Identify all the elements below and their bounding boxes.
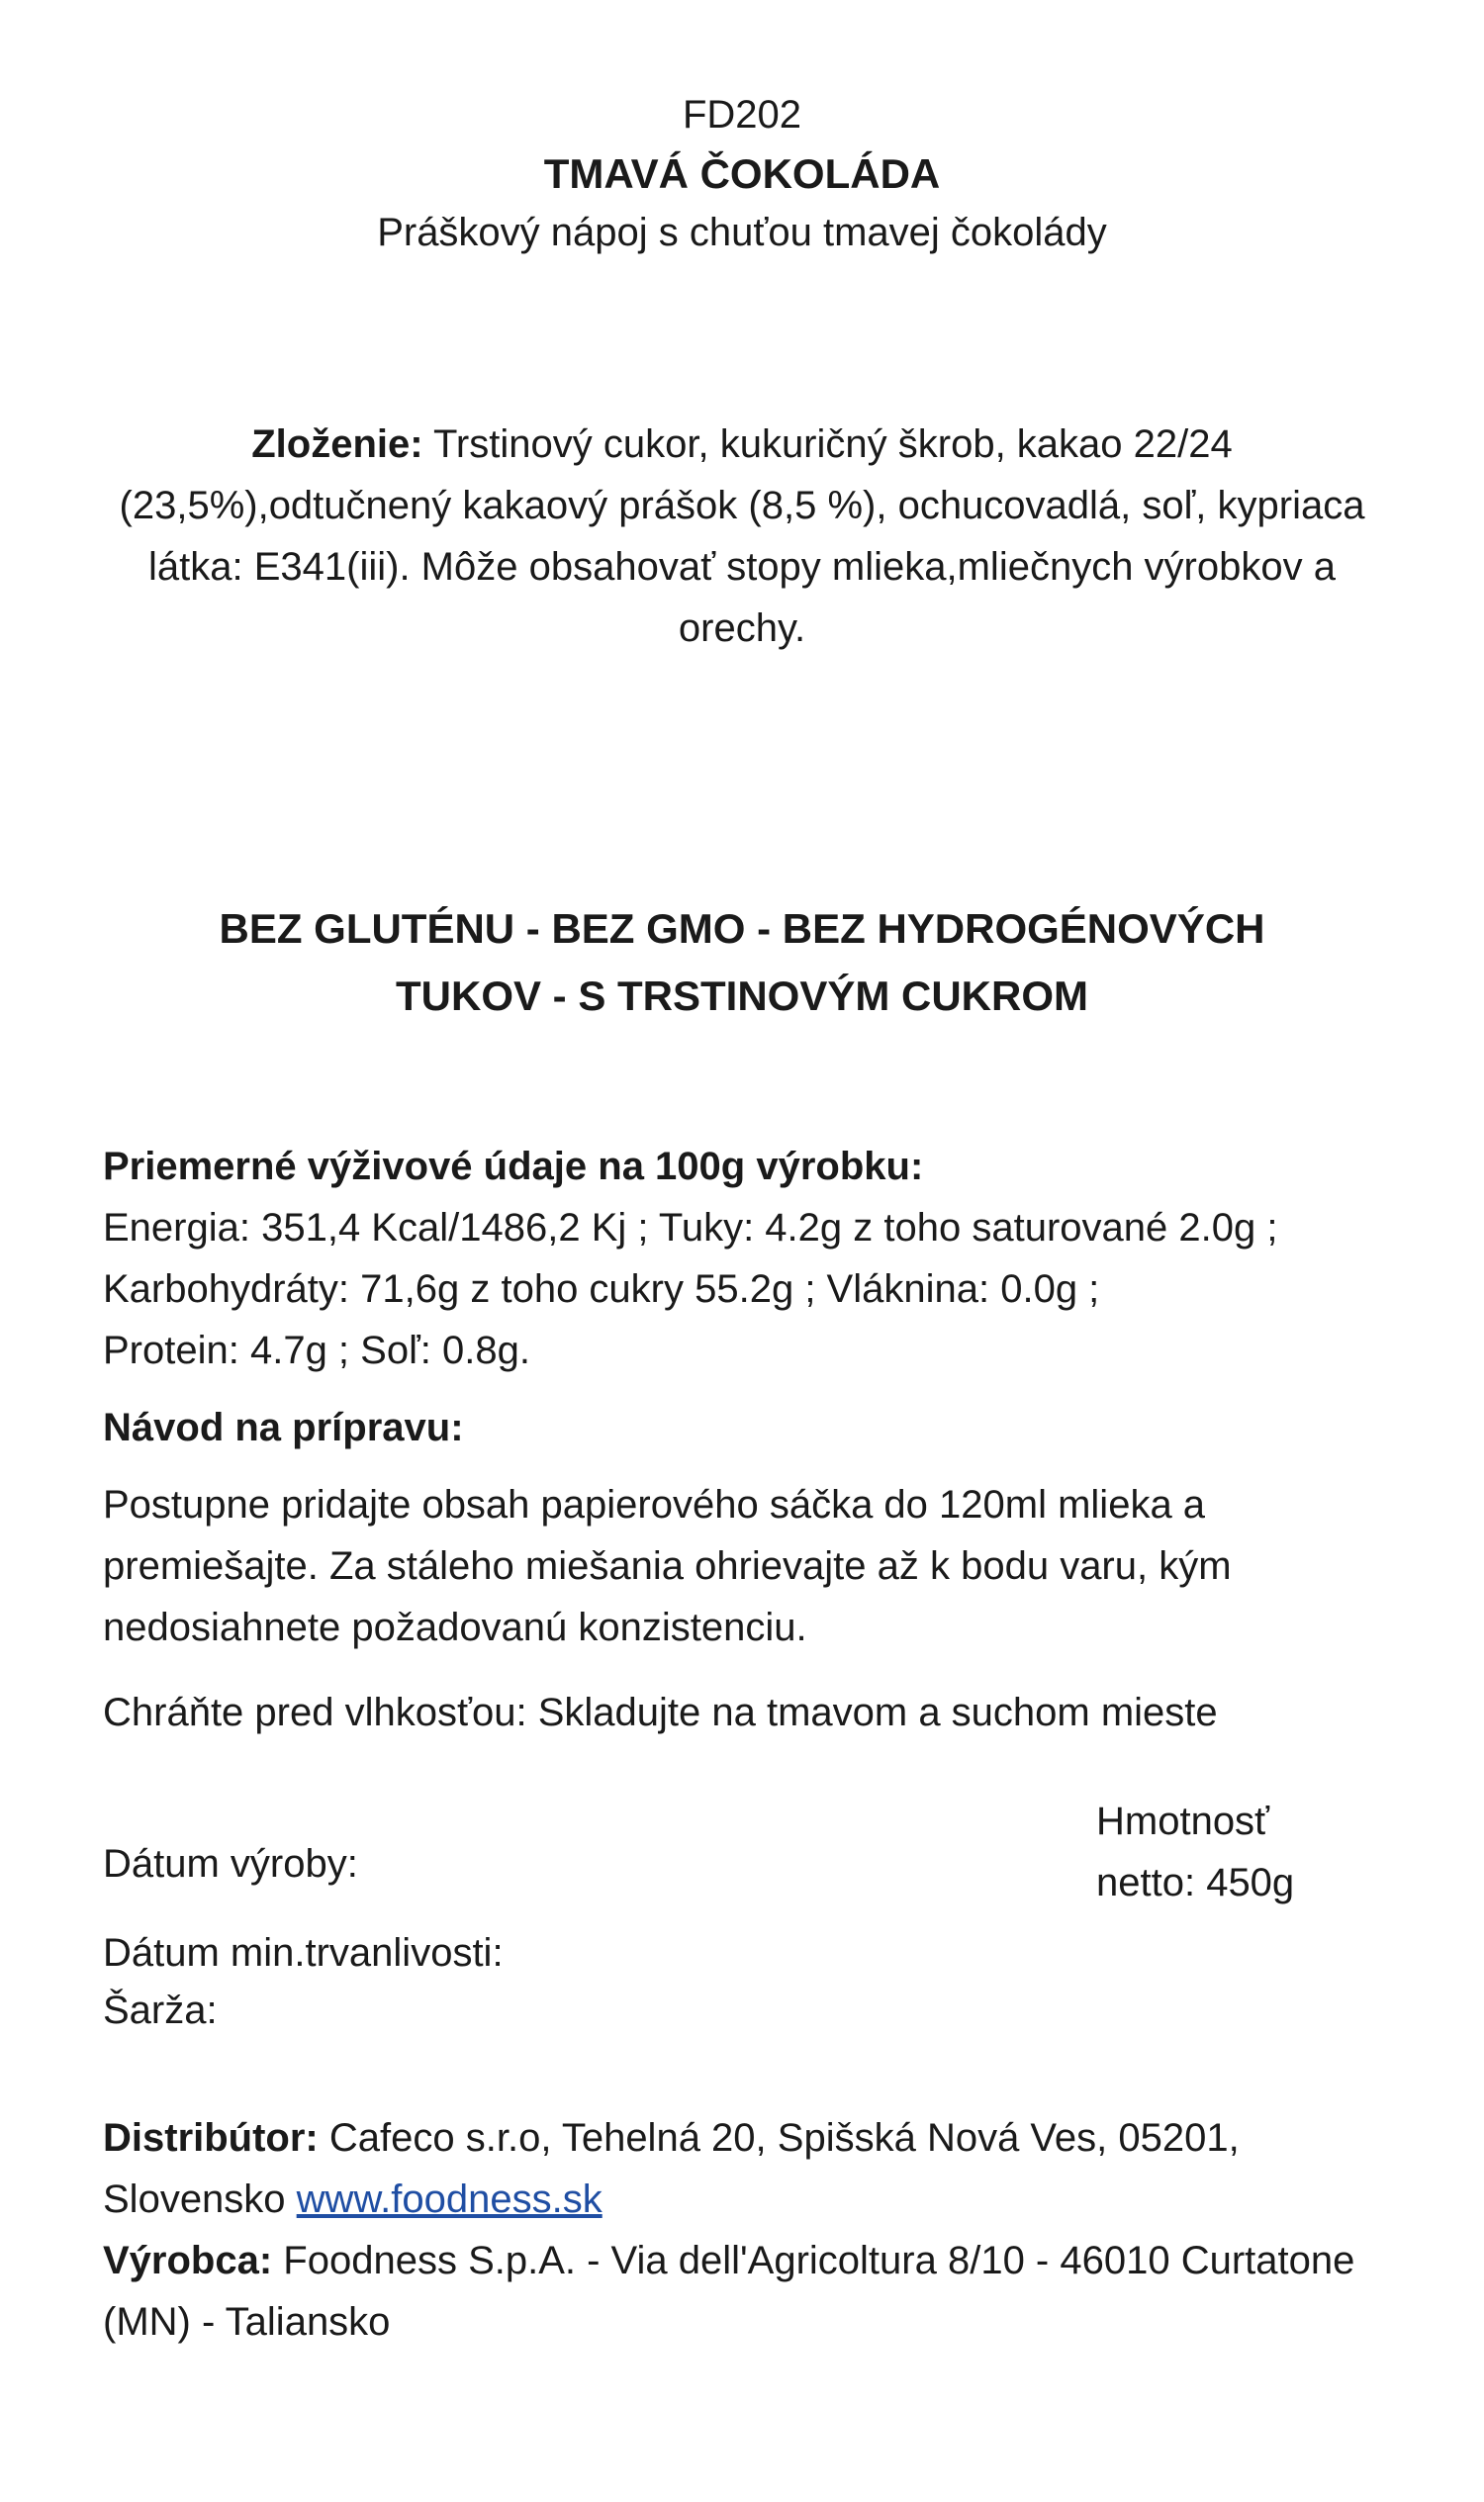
min-durability-label: Dátum min.trvanlivosti: [103,1931,504,1975]
product-title: TMAVÁ ČOKOLÁDA [543,150,941,197]
distributor-label: Distribútor: [103,2116,319,2160]
production-date-label: Dátum výroby: [103,1842,358,1886]
product-subtitle: Práškový nápoj s chuťou tmavej čokolády [377,211,1107,254]
nutrition-line: Karbohydráty: 71,6g z toho cukry 55.2g ; Vláknina: 0.0g ; [103,1267,1100,1311]
preparation-text: Postupne pridajte obsah papierového sáčka do 120ml mlieka a premiešajte. Za stáleho miešania ohrievajte až k bodu varu, kým nedosiahnete požadovanú konzistenciu. [103,1483,1232,1649]
nutrition-heading: Priemerné výživové údaje na 100g výrobku: [103,1145,924,1188]
net-weight-label: Hmotnosť [1096,1800,1270,1843]
nutrition-line: Protein: 4.7g ; Soľ: 0.8g. [103,1329,530,1372]
distributor-info [103,2107,1409,2169]
product-claims: BEZ GLUTÉNU - BEZ GMO - BEZ HYDROGÉNOVÝCH TUKOV - S TRSTINOVÝM CUKROM [219,905,1265,1019]
manufacturer-info [103,2230,1409,2353]
dates-block [103,1924,504,2039]
ingredients-label: Zloženie: [251,422,423,466]
preparation-heading: Návod na prípravu: [103,1406,464,1449]
manufacturer-address: Foodness S.p.A. - Via dell'Agricoltura 8/10 - 46010 Curtatone (MN) - Taliansko [103,2239,1355,2344]
net-weight [1096,1791,1353,1913]
nutrition-line: Energia: 351,4 Kcal/1486,2 Kj ; Tuky: 4.2g z toho saturované 2.0g ; [103,1206,1278,1250]
website-link[interactable]: www.foodness.sk [296,2178,603,2221]
ingredients-text: Trstinový cukor, kukuričný škrob, kakao 22/24 (23,5%),odtučnený kakaový prášok (8,5 %), ochucovadlá, soľ, kypriaca látka: E341(iii). Môže obsahovať stopy mlieka,mliečnych výrobkov a orechy. [119,422,1365,650]
manufacturer-label: Výrobca: [103,2239,273,2282]
ingredients-section [99,414,1385,659]
batch-label: Šarža: [103,1989,218,2032]
nutrition-section [103,1136,1389,1381]
distributor-country: Slovensko [103,2178,297,2221]
company-info [103,2107,1409,2353]
net-weight-value: netto: 450g [1096,1861,1295,1904]
storage-instructions: Chráňte pred vlhkosťou: Skladujte na tmavom a suchom mieste [103,1691,1218,1734]
distributor-country-line [103,2169,1409,2230]
product-code: FD202 [682,93,802,137]
distributor-address: Cafeco s.r.o, Tehelná 20, Spišská Nová Ves, 05201, [318,2116,1240,2160]
